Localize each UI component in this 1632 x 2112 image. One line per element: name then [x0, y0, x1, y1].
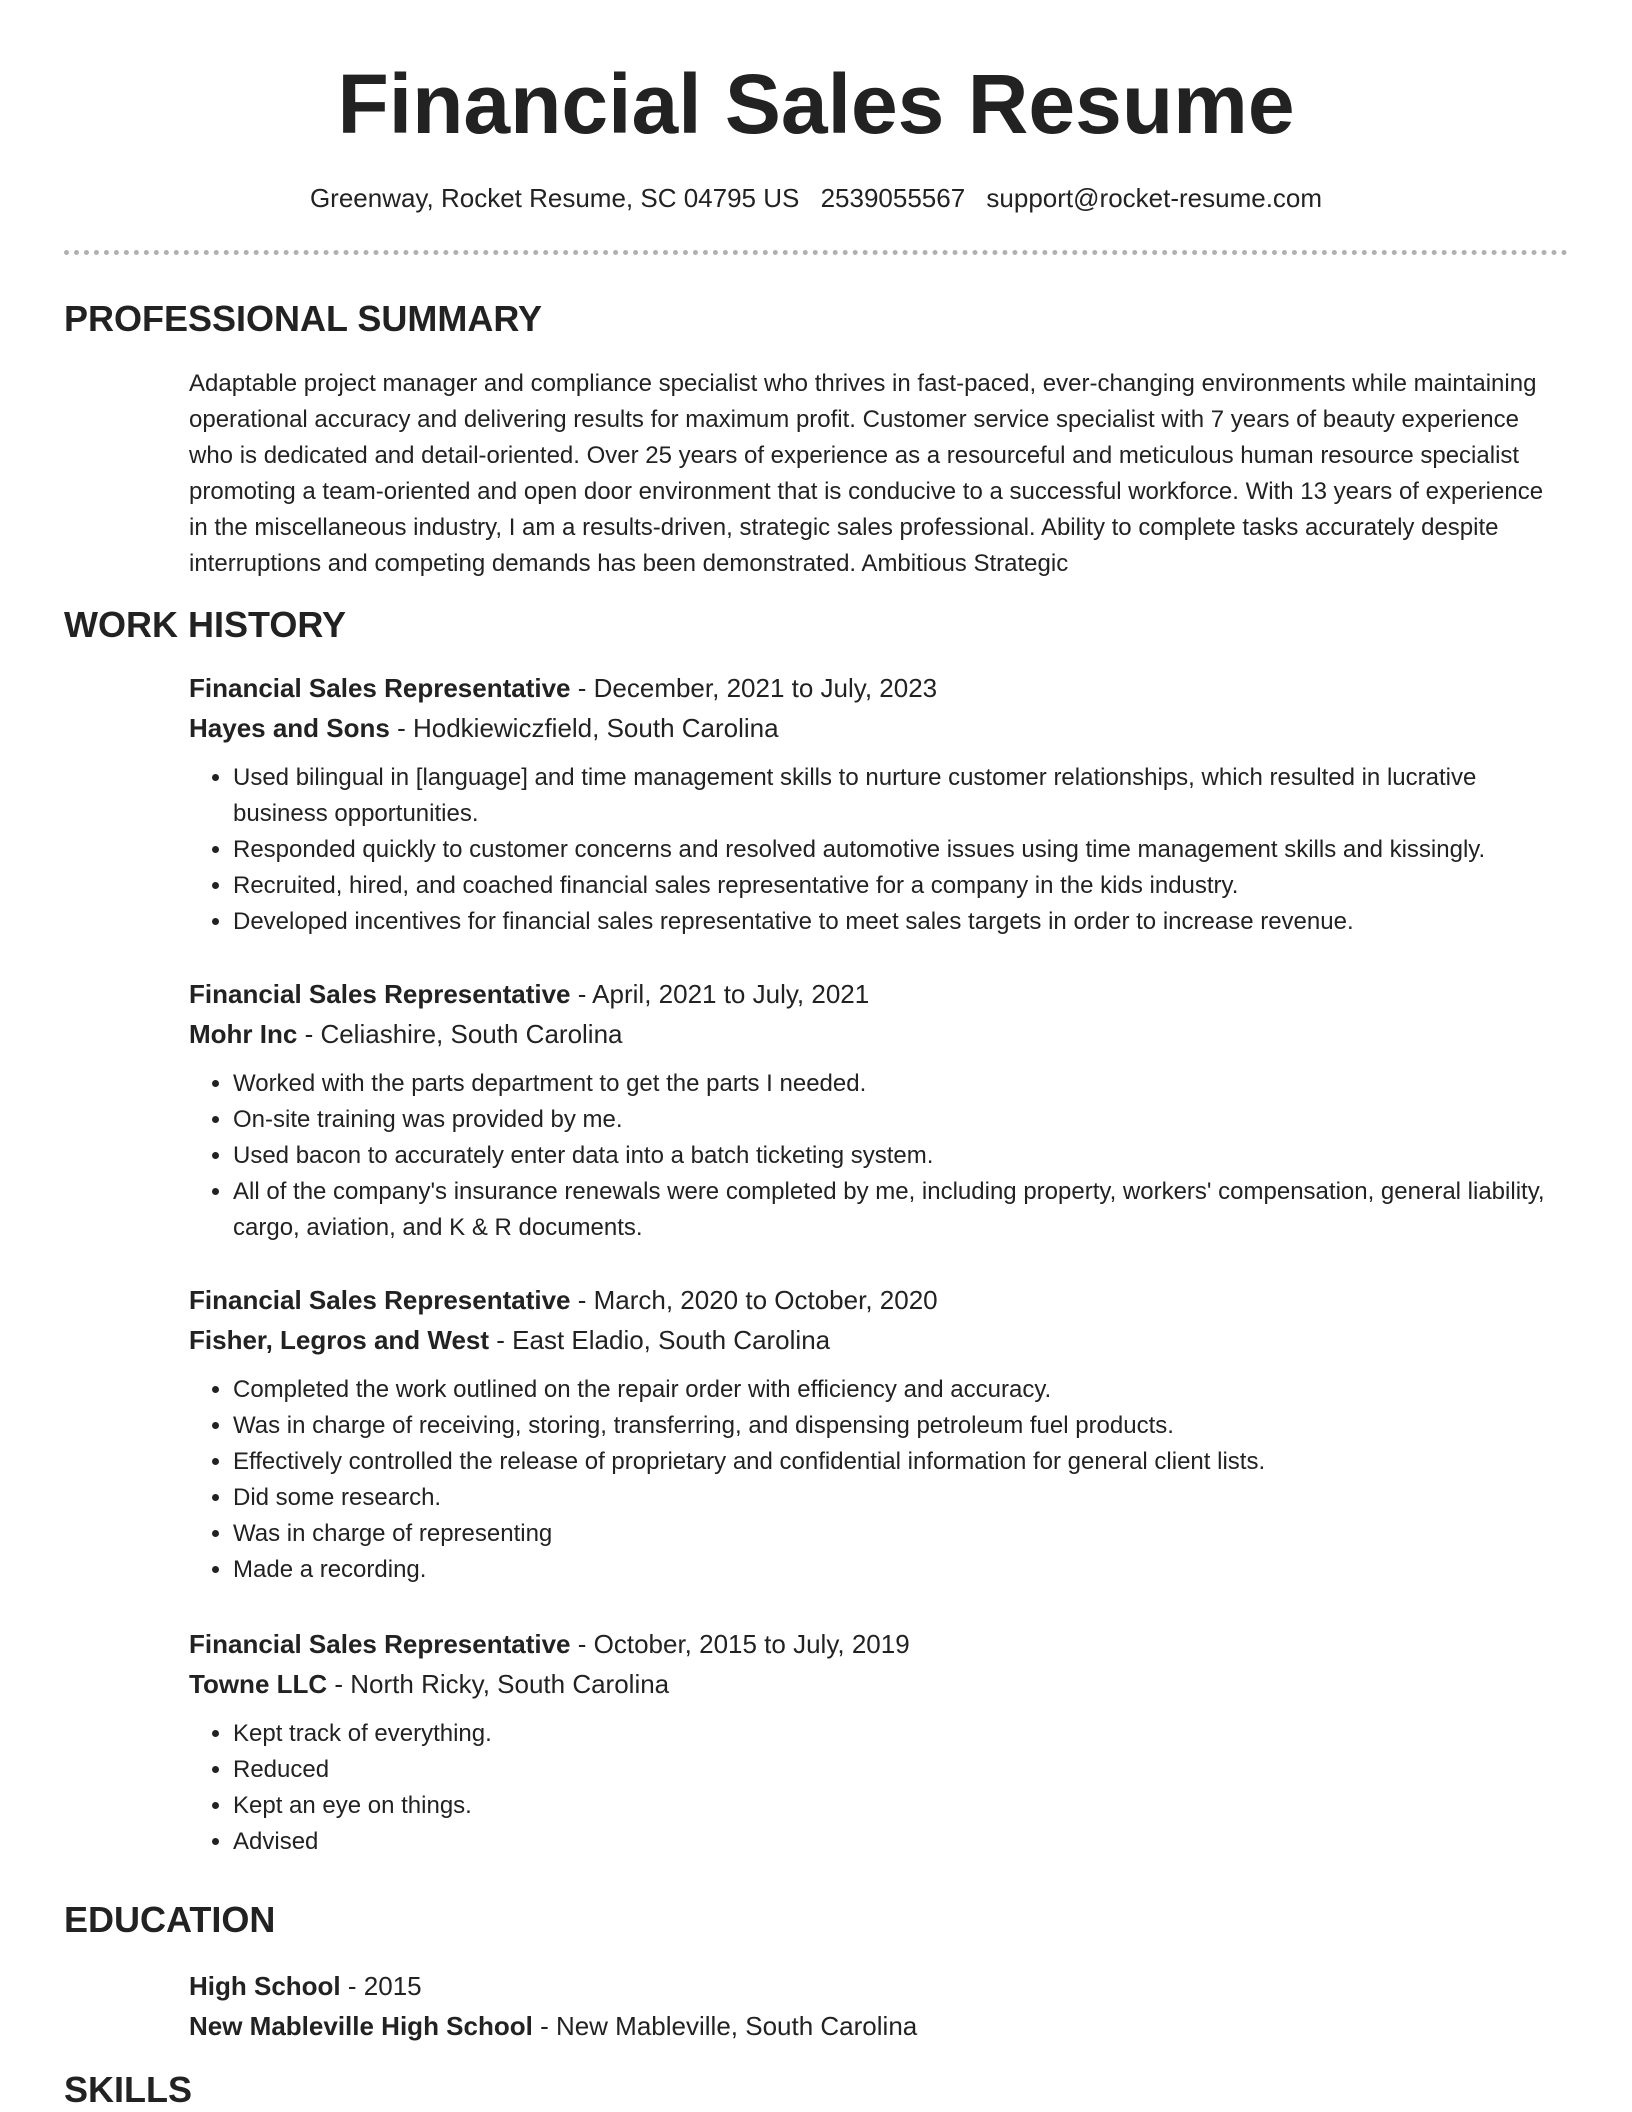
education-degree: High School — [189, 1971, 341, 2001]
job-bullet: • Responded quickly to customer concerns and resolved automotive issues using time management skills and kissingly. — [233, 832, 1564, 868]
job-title-line — [189, 1280, 1564, 1320]
job-company-line — [189, 1014, 1564, 1054]
contact-address: Greenway, Rocket Resume, SC 04795 US — [309, 183, 800, 213]
job-title: Financial Sales Representative — [189, 673, 571, 703]
job-bullet: • Advised — [233, 1824, 1564, 1860]
job-company: Fisher, Legros and West — [189, 1325, 490, 1355]
job-title: Financial Sales Representative — [189, 1629, 571, 1659]
header-divider — [64, 250, 1568, 255]
education-heading: EDUCATION — [64, 1899, 276, 1940]
job-location: - Celiashire, South Carolina — [297, 1019, 623, 1049]
job-bullet: • Did some research. — [233, 1480, 1564, 1516]
education-degree-line — [189, 1966, 1564, 2006]
summary-text: Adaptable project manager and compliance specialist who thrives in fast-paced, ever-changing environments while maintaining operational accuracy and delivering results for maximum profit. Customer service specialist with 7 years of beauty experience who is dedicated and detail-oriented. Over 25 years of experience as a resourceful and meticulous human resource specialist promoting a team-oriented and open door environment that is conducive to a successful workforce. With 13 years of experience in the miscellaneous industry, I am a results-driven, strategic sales professional. Ability to complete tasks accurately despite interruptions and competing demands has been demonstrated. Ambitious Strategic — [189, 370, 1544, 577]
job-title-line — [189, 1624, 1564, 1664]
job-title: Financial Sales Representative — [189, 1285, 571, 1315]
job-bullet: • Kept an eye on things. — [233, 1788, 1564, 1824]
job-company: Mohr Inc — [189, 1019, 298, 1049]
resume-title: Financial Sales Resume — [337, 57, 1295, 151]
job-bullet: • Kept track of everything. — [233, 1716, 1564, 1752]
skills-heading: SKILLS — [64, 2069, 193, 2110]
job-dates: - April, 2021 to July, 2021 — [570, 979, 870, 1009]
job-entry — [189, 668, 1564, 940]
job-entry — [189, 1280, 1564, 1588]
summary-heading: PROFESSIONAL SUMMARY — [64, 298, 543, 339]
job-bullet: • Used bacon to accurately enter data into a batch ticketing system. — [233, 1138, 1564, 1174]
job-bullet: • Made a recording. — [233, 1552, 1564, 1588]
job-location: - North Ricky, South Carolina — [327, 1669, 670, 1699]
job-bullet: • Recruited, hired, and coached financial sales representative for a company in the kids industry. — [233, 868, 1564, 904]
job-bullet: • Completed the work outlined on the repair order with efficiency and accuracy. — [233, 1372, 1564, 1408]
job-title-line — [189, 668, 1564, 708]
job-title: Financial Sales Representative — [189, 979, 571, 1009]
job-bullet-list — [189, 1066, 1564, 1246]
job-bullet: • Worked with the parts department to get the parts I needed. — [233, 1066, 1564, 1102]
contact-line — [0, 180, 1632, 216]
job-company: Hayes and Sons — [189, 713, 390, 743]
education-location: - New Mableville, South Carolina — [532, 2011, 918, 2041]
job-bullet-list — [189, 760, 1564, 940]
job-bullet: • All of the company's insurance renewals were completed by me, including property, workers' compensation, general liability, cargo, aviation, and K & R documents. — [233, 1174, 1564, 1246]
job-company-line — [189, 708, 1564, 748]
work-history-heading: WORK HISTORY — [64, 604, 347, 645]
job-bullet-list — [189, 1372, 1564, 1588]
education-year: - 2015 — [340, 1971, 422, 2001]
job-bullet: • Used bilingual in [language] and time management skills to nurture customer relationships, which resulted in lucrative business opportunities. — [233, 760, 1564, 832]
job-bullet: • Effectively controlled the release of proprietary and confidential information for general client lists. — [233, 1444, 1564, 1480]
job-company-line — [189, 1664, 1564, 1704]
education-school-line — [189, 2006, 1564, 2046]
job-bullet: • Reduced — [233, 1752, 1564, 1788]
job-dates: - December, 2021 to July, 2023 — [570, 673, 938, 703]
contact-phone: 2539055567 — [820, 183, 966, 213]
education-entry — [189, 1966, 1564, 2046]
job-company: Towne LLC — [189, 1669, 328, 1699]
job-company-line — [189, 1320, 1564, 1360]
job-bullet: • On-site training was provided by me. — [233, 1102, 1564, 1138]
job-location: - Hodkiewiczfield, South Carolina — [389, 713, 779, 743]
education-school: New Mableville High School — [189, 2011, 533, 2041]
job-bullet-list — [189, 1716, 1564, 1860]
job-title-line — [189, 974, 1564, 1014]
job-entry — [189, 974, 1564, 1246]
job-dates: - March, 2020 to October, 2020 — [570, 1285, 938, 1315]
job-bullet: • Was in charge of receiving, storing, transferring, and dispensing petroleum fuel products. — [233, 1408, 1564, 1444]
job-dates: - October, 2015 to July, 2019 — [570, 1629, 910, 1659]
job-bullet: • Was in charge of representing — [233, 1516, 1564, 1552]
job-bullet: • Developed incentives for financial sales representative to meet sales targets in order to increase revenue. — [233, 904, 1564, 940]
job-location: - East Eladio, South Carolina — [489, 1325, 831, 1355]
contact-email: support@rocket-resume.com — [986, 183, 1323, 213]
job-entry — [189, 1624, 1564, 1860]
